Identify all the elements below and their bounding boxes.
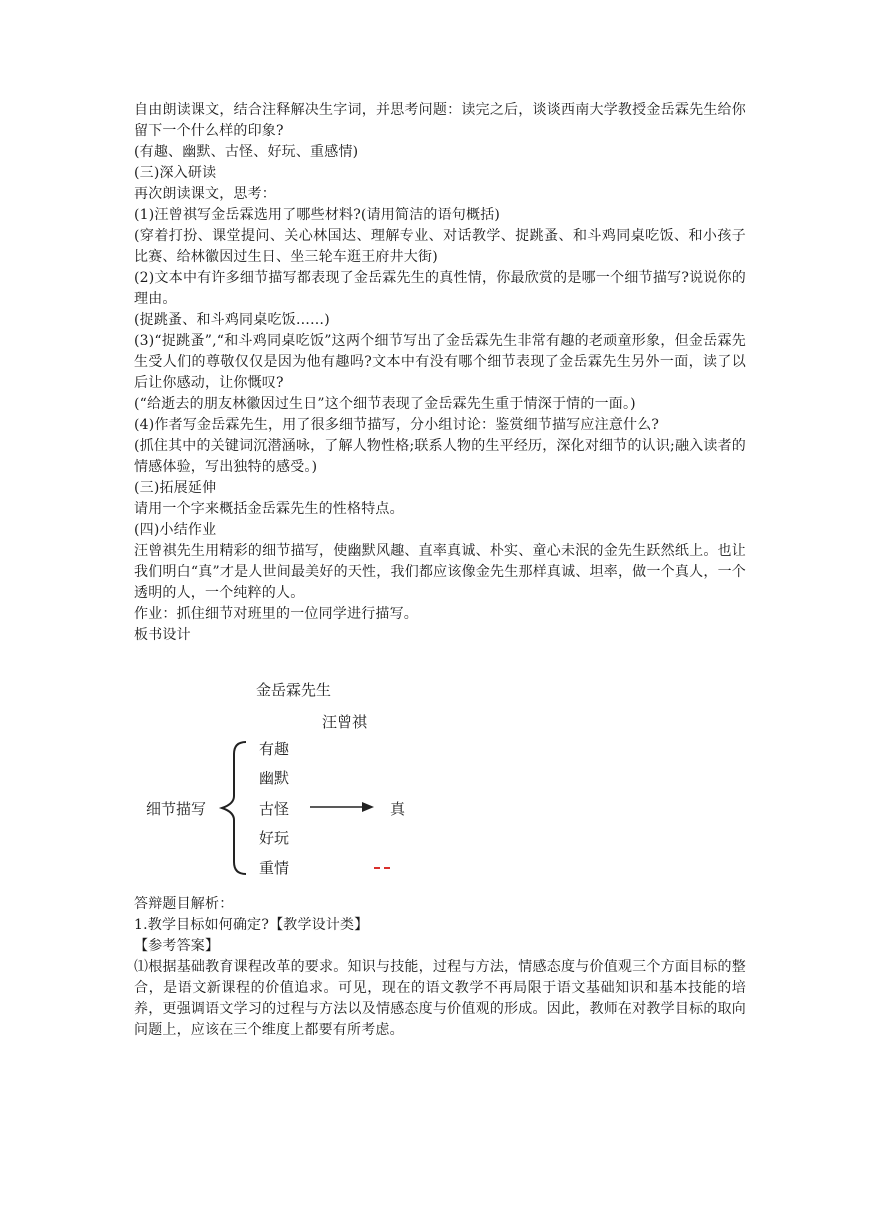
paragraph: 汪曾祺先生用精彩的细节描写，使幽默风趣、直率真诚、朴实、童心未泯的金先生跃然纸上。也让我们明白“真”才是人世间最美好的天性，我们都应该像金先生那样真诚、坦率，做一个真人，一个透明的人，一个纯粹的人。 [134, 543, 746, 601]
answer: (“给逝去的朋友林徽因过生日”这个细节表现了金岳霖先生重于情深于情的一面。) [134, 396, 636, 412]
answer-heading: 【参考答案】 [134, 938, 220, 954]
trait-item: 有趣 [259, 740, 290, 758]
paragraph: 自由朗读课文，结合注释解决生字词，并思考问题：读完之后，谈谈西南大学教授金岳霖先生给你留下一个什么样的印象? [134, 102, 746, 139]
paragraph: ⑴根据基础教育课程改革的要求。知识与技能，过程与方法，情感态度与价值观三个方面目标的整合，是语文新课程的价值追求。可见，现在的语文教学不再局限于语文基础知识和基本技能的培养，更强调语文学习的过程与方法以及情感态度与价值观的形成。因此，教师在对教学目标的取向问题上，应该在三个维度上都要有所考虑。 [134, 959, 746, 1038]
board-left-label: 细节描写 [146, 800, 207, 818]
text-block-top [134, 100, 746, 646]
section-heading: 答辩题目解析： [134, 896, 234, 912]
left-brace-shape [222, 742, 246, 874]
trait-item: 好玩 [259, 829, 290, 847]
trait-item: 古怪 [259, 800, 290, 818]
question: (4)作者写金岳霖先生，用了很多细节描写，分小组讨论：鉴赏细节描写应注意什么? [134, 417, 660, 433]
board-result: 真 [390, 800, 406, 818]
arrow-head [362, 802, 374, 812]
paragraph: (有趣、幽默、古怪、好玩、重感情) [134, 144, 359, 160]
trait-item: 重情 [259, 859, 290, 877]
document-page [134, 100, 746, 1041]
blackboard-diagram [134, 654, 746, 884]
question: 1.教学目标如何确定?【教学设计类】 [134, 917, 369, 933]
board-author: 汪曾祺 [322, 713, 368, 731]
answer: (抓住其中的关键词沉潜涵咏，了解人物性格;联系人物的生平经历，深化对细节的认识;融入读者的情感体验，写出独特的感受。) [134, 438, 746, 475]
text-block-bottom [134, 894, 746, 1041]
section-heading: (三)深入研读 [134, 165, 217, 181]
diagram-graphics [134, 654, 746, 884]
board-title: 金岳霖先生 [256, 681, 332, 699]
answer: (捉跳蚤、和斗鸡同桌吃饭……) [134, 312, 330, 328]
paragraph: 再次朗读课文，思考： [134, 186, 276, 202]
section-heading: 板书设计 [134, 627, 191, 643]
question: (2)文本中有许多细节描写都表现了金岳霖先生的真性情，你最欣赏的是哪一个细节描写?说说你的理由。 [134, 270, 746, 307]
trait-item: 幽默 [259, 769, 290, 787]
section-heading: (四)小结作业 [134, 522, 217, 538]
paragraph: 请用一个字来概括金岳霖先生的性格特点。 [134, 501, 404, 517]
question: (3)“捉跳蚤”,“和斗鸡同桌吃饭”这两个细节写出了金岳霖先生非常有趣的老顽童形象，但金岳霖先生受人们的尊敬仅仅是因为他有趣吗?文本中有没有哪个细节表现了金岳霖先生另外一面，读了以后让你感动，让你慨叹? [134, 333, 746, 391]
section-heading: (三)拓展延伸 [134, 480, 217, 496]
answer: (穿着打扮、课堂提问、关心林国达、理解专业、对话教学、捉跳蚤、和斗鸡同桌吃饭、和小孩子比赛、给林徽因过生日、坐三轮车逛王府井大街) [134, 228, 746, 265]
question: (1)汪曾祺写金岳霖选用了哪些材料?(请用简洁的语句概括) [134, 207, 501, 223]
paragraph: 作业：抓住细节对班里的一位同学进行描写。 [134, 606, 418, 622]
